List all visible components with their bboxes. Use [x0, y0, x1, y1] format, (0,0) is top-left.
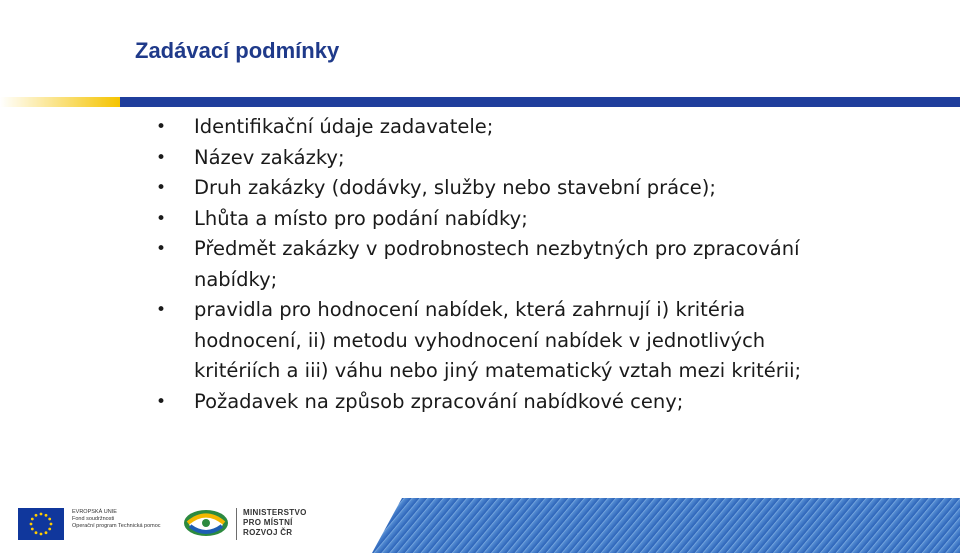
ministry-caption — [243, 508, 307, 538]
bullet-dot: • — [156, 300, 167, 320]
bullet-dot: • — [156, 208, 167, 229]
ministry-caption-line: MINISTERSTVO — [243, 508, 307, 517]
header-rule-yellow — [0, 97, 120, 107]
slide-title: Zadávací podmínky — [135, 38, 340, 63]
bullet-item — [150, 387, 830, 418]
bullet-dot: • — [156, 117, 167, 137]
eu-caption-line: EVROPSKÁ UNIE — [72, 509, 117, 515]
eu-caption — [72, 509, 172, 530]
bullet-dot: • — [156, 239, 167, 259]
bullet-text: Požadavek na způsob zpracování nabídkové ceny; — [194, 389, 684, 413]
bullet-text: pravidla pro hodnocení nabídek, která zahrnují i) kritéria hodnocení, ii) metodu vyhodnocení nabídek v jednotlivých kritériích a iii) váhu nebo jiný matematický vztah mezi kritérii; — [194, 298, 802, 382]
bullet-dot: • — [156, 391, 167, 412]
bullet-text: Název zakázky; — [194, 145, 345, 169]
eu-caption-line: Fond soudržnosti — [72, 516, 115, 522]
ministry-caption-line: PRO MÍSTNÍ — [243, 518, 293, 527]
bullet-item — [150, 234, 830, 295]
bullet-text: Předmět zakázky v podrobnostech nezbytných pro zpracování nabídky; — [194, 237, 800, 291]
ministry-caption-line: ROZVOJ ČR — [243, 528, 293, 537]
header-rule — [0, 97, 960, 107]
header-rule-blue — [120, 97, 960, 107]
bullet-dot: • — [156, 178, 167, 198]
footer — [0, 494, 960, 553]
bullet-item — [150, 295, 830, 387]
bullet-dot: • — [156, 147, 167, 168]
bullet-item — [150, 173, 830, 204]
bullet-text: Lhůta a místo pro podání nabídky; — [194, 206, 528, 230]
bullet-list — [150, 112, 830, 417]
bullet-text: Druh zakázky (dodávky, služby nebo stavební práce); — [194, 176, 716, 199]
eu-caption-line: Operační program Technická pomoc — [72, 523, 161, 529]
eu-flag-icon — [18, 508, 64, 540]
bullet-item — [150, 112, 830, 143]
bullet-text: Identifikační údaje zadavatele; — [194, 115, 494, 138]
bullet-item — [150, 143, 830, 174]
bullet-item — [150, 204, 830, 235]
mmr-logo-icon — [182, 506, 230, 540]
mmr-divider — [236, 508, 237, 540]
